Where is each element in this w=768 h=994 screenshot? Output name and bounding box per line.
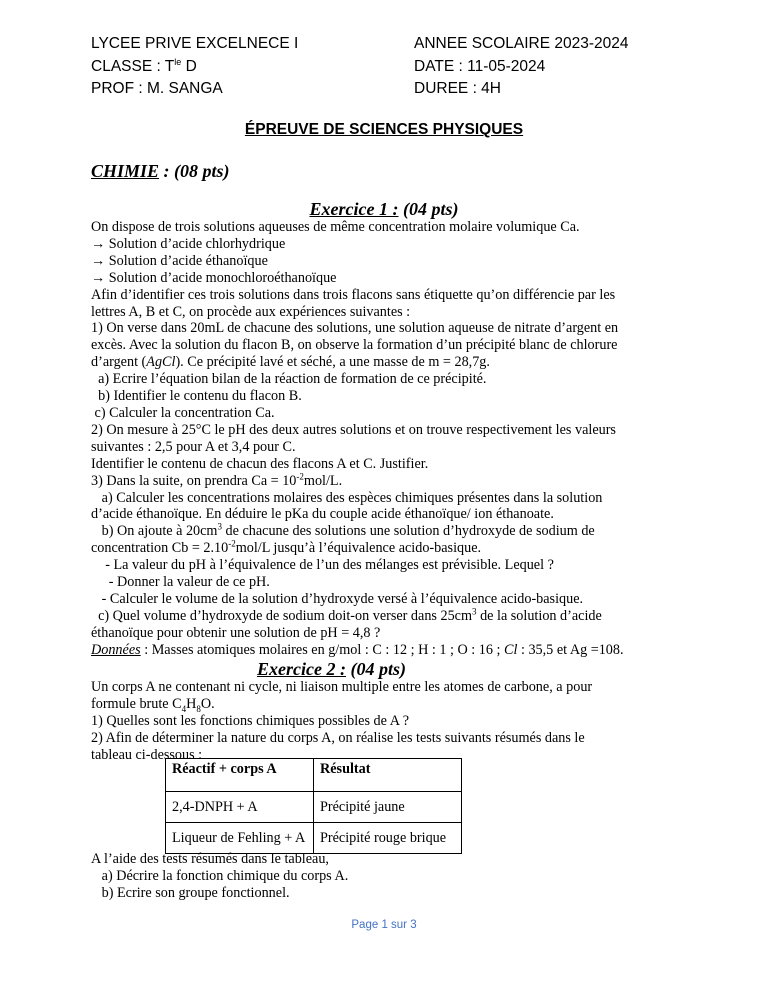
text-line: - Donner la valeur de ce pH. bbox=[108, 574, 270, 591]
text-line: Un corps A ne contenant ni cycle, ni liaison multiple entre les atomes de carbone, a pour bbox=[91, 679, 593, 695]
text-line: d’acide éthanoïque. En déduire le pKa du couple acide éthanoïque/ ion éthanoate. bbox=[91, 506, 554, 523]
text-line: tableau ci-dessous : bbox=[91, 746, 203, 763]
text-line: → Solution d’acide chlorhydrique bbox=[91, 235, 286, 252]
text-line: d’argent (AgCl). Ce précipité lavé et séché, a une masse de m = 28,7g. bbox=[91, 354, 490, 371]
table-cell: Précipité jaune bbox=[314, 792, 462, 823]
page-footer: Page 1 sur 3 bbox=[351, 919, 417, 931]
exam-duration: DUREE : 4H bbox=[414, 80, 501, 97]
school-name: LYCEE PRIVE EXCELNECE I bbox=[91, 35, 299, 52]
page-title: ÉPREUVE DE SCIENCES PHYSIQUES bbox=[244, 121, 524, 138]
table-header-cell: Réactif + corps A bbox=[166, 759, 314, 792]
table-header-cell: Résultat bbox=[314, 759, 462, 792]
text-line: suivantes : 2,5 pour A et 3,4 pour C. bbox=[91, 438, 296, 455]
text-line: excès. Avec la solution du flacon B, on observe la formation d’un précipité blanc de chlorure bbox=[91, 337, 618, 354]
text-line: c) Quel volume d’hydroxyde de sodium doit-on verser dans $25cm^3$ de la solution d’acide bbox=[98, 606, 602, 624]
class-label: CLASSE : $T^{le}$ D bbox=[91, 56, 197, 75]
exercise-2-body bbox=[91, 679, 691, 764]
text-line: 1) On verse dans 20mL de chacune des solutions, une solution aqueuse de nitrate d’argent en bbox=[91, 320, 619, 337]
text-line: b) On ajoute à $20cm^3$ de chacune des solutions une solution d’hydroxyde de sodium de bbox=[101, 521, 595, 540]
exam-date: DATE : 11-05-2024 bbox=[414, 57, 546, 75]
tests-table bbox=[165, 758, 462, 854]
text-line: - La valeur du pH à l’équivalence de l’un des mélanges est prévisible. Lequel ? bbox=[105, 557, 554, 574]
text-line: b) Ecrire son groupe fonctionnel. bbox=[101, 884, 290, 901]
text-line: On dispose de trois solutions aqueuses de même concentration molaire volumique Ca. bbox=[91, 219, 580, 235]
chimie-heading: CHIMIE : (08 pts) bbox=[91, 161, 230, 181]
table-header-row bbox=[166, 759, 462, 792]
data-line: Données : Masses atomiques molaires en g/mol : C : 12 ; H : 1 ; O : 16 ; Cl : 35,5 et Ag =108. bbox=[91, 641, 624, 658]
text-line: a) Ecrire l’équation bilan de la réaction de formation de ce précipité. bbox=[98, 371, 487, 388]
school-year: ANNEE SCOLAIRE 2023-2024 bbox=[414, 35, 629, 52]
exercise-1-heading: Exercice 1 : (04 pts) bbox=[309, 199, 459, 219]
table-cell: Liqueur de Fehling + A bbox=[166, 823, 314, 854]
table-row bbox=[166, 823, 462, 854]
text-line: a) Calculer les concentrations molaires des espèces chimiques présentes dans la solution bbox=[101, 489, 603, 506]
header-left bbox=[91, 33, 298, 101]
text-line: 2) Afin de déterminer la nature du corps A, on réalise les tests suivants résumés dans le bbox=[91, 729, 585, 746]
text-line: b) Identifier le contenu du flacon B. bbox=[98, 388, 302, 405]
text-line: → Solution d’acide monochloroéthanoïque bbox=[91, 269, 337, 286]
text-line: A l’aide des tests résumés dans le tableau, bbox=[91, 851, 329, 867]
text-line: Identifier le contenu de chacun des flacons A et C. Justifier. bbox=[91, 455, 429, 472]
exercise-2-heading: Exercice 2 : (04 pts) bbox=[257, 659, 406, 679]
header-right bbox=[414, 33, 629, 101]
table-cell: 2,4-DNPH + A bbox=[166, 792, 314, 823]
text-line: 1) Quelles sont les fonctions chimiques possibles de A ? bbox=[91, 712, 409, 729]
text-line: a) Décrire la fonction chimique du corps A. bbox=[101, 867, 349, 884]
table-cell: Précipité rouge brique bbox=[314, 823, 462, 854]
table-row bbox=[166, 792, 462, 823]
text-line: lettres A, B et C, on procède aux expériences suivantes : bbox=[91, 303, 411, 320]
text-line: - Calculer le volume de la solution d’hydroxyde versé à l’équivalence acido-basique. bbox=[101, 590, 584, 607]
teacher-name: PROF : M. SANGA bbox=[91, 80, 223, 97]
text-line: c) Calculer la concentration Ca. bbox=[94, 404, 275, 421]
text-line: Afin d’identifier ces trois solutions dans trois flacons sans étiquette qu’on différencie par les bbox=[91, 286, 616, 303]
text-line: 2) On mesure à 25°C le pH des deux autres solutions et on trouve respectivement les valeurs bbox=[91, 421, 616, 438]
text-line: formule brute $C_4H_8O$. bbox=[91, 695, 215, 714]
exercise-2-followup bbox=[91, 851, 691, 902]
exercise-1-body bbox=[91, 219, 691, 659]
text-line: éthanoïque pour obtenir une solution de pH = 4,8 ? bbox=[91, 624, 381, 641]
text-line: → Solution d’acide éthanoïque bbox=[91, 252, 268, 269]
text-line: concentration $Cb = 2.10^{-2}mol/L$ jusqu’à l’équivalence acido-basique. bbox=[91, 538, 482, 557]
text-line: 3) Dans la suite, on prendra $Ca = 10^{-2}mol/L$. bbox=[91, 470, 343, 489]
